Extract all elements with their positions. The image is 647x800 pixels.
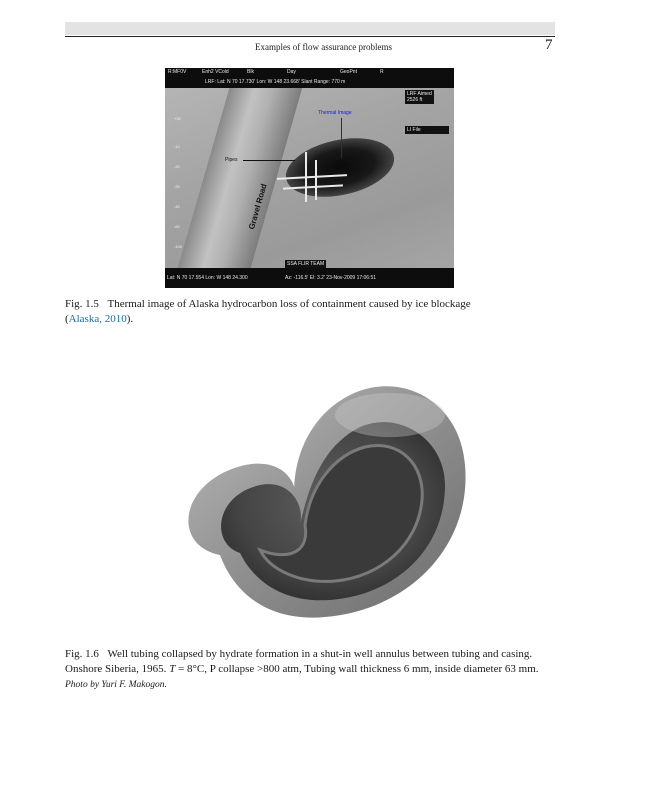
overlay-lrf-aimed <box>405 90 434 104</box>
running-head: Examples of flow assurance problems <box>255 42 392 52</box>
scale-tick-2: -20 <box>174 164 180 169</box>
casing-top-highlight <box>335 393 445 437</box>
figure-1-5-caption-text: Thermal image of Alaska hydrocarbon loss of containment caused by ice blockage <box>107 298 471 310</box>
page-top-bar <box>65 22 555 35</box>
overlay-mode-1: Enh2 VCold <box>202 69 229 75</box>
overlay-li-file: LI File <box>405 126 449 134</box>
figure-1-5-thermal-image <box>165 68 454 288</box>
thermal-image-label: Thermal Image <box>318 110 352 116</box>
overlay-mode-5: R <box>380 69 384 75</box>
pipe-riser-1 <box>305 152 307 202</box>
thermal-image-pointer <box>341 118 342 158</box>
reference-link-alaska-2010[interactable]: Alaska, 2010 <box>68 313 127 325</box>
lrf-aimed-value: 2526 ft <box>407 97 423 103</box>
overlay-mode-3: Day <box>287 69 296 75</box>
overlay-team-label: SSA FLIR TEAM <box>287 261 325 267</box>
overlay-mode-4: GeoPnt <box>340 69 357 75</box>
header-rule <box>65 36 555 37</box>
figure-1-6-caption-text: Well tubing collapsed by hydrate formation in a shut-in well annulus between tubing and casing. Onshore Siberia, 1965. <box>65 648 533 675</box>
figure-1-6-collapsed-tubing-photo <box>160 355 490 630</box>
scale-tick-0: +30 <box>174 116 181 121</box>
temperature-symbol: T <box>169 663 176 675</box>
scale-tick-3: -30 <box>174 184 180 189</box>
scale-tick-6: -100 <box>174 244 183 249</box>
pipes-pointer <box>243 160 295 161</box>
caption-open-paren: ( <box>65 313 69 325</box>
figure-1-6-label: Fig. 1.6 <box>65 648 99 660</box>
lrf-aimed-title: LRF Aimed <box>407 91 432 97</box>
overlay-bottom-left: Lat: N 70 17.554 Lon: W 148 24.300 <box>167 275 248 281</box>
overlay-bottom-right: Az: -116.5' El: 3.2' 23-Nov-2009 17:06:51 <box>285 275 377 281</box>
scale-tick-1: -10 <box>174 144 180 149</box>
thermal-header-bar <box>165 68 454 88</box>
scale-tick-4: -40 <box>174 204 180 209</box>
figure-1-6-caption-conditions: = 8°C, P collapse >800 atm, Tubing wall thickness 6 mm, inside diameter 63 mm. <box>175 663 539 675</box>
figure-1-5-label: Fig. 1.5 <box>65 298 99 310</box>
caption-close-paren: ). <box>126 313 134 325</box>
pipe-riser-2 <box>315 160 317 200</box>
photo-credit: Photo by Yuri F. Makogon. <box>65 680 167 690</box>
overlay-mode-2: Blk <box>247 69 254 75</box>
overlay-lrf-line: LRF: Lat: N 70 17.730' Lon: W 148 23.668' Slant Range: 770 m <box>205 79 346 85</box>
thermal-footer-bar <box>165 268 454 288</box>
page-number: 7 <box>545 37 553 53</box>
scale-tick-5: -60 <box>174 224 180 229</box>
figure-1-5-caption <box>65 297 555 327</box>
pipes-label: Pipes <box>225 157 238 163</box>
gravel-road-label: Gravel Road <box>247 182 269 231</box>
figure-1-6-caption <box>65 647 555 693</box>
overlay-mode-0: R:MF0V <box>168 69 187 75</box>
